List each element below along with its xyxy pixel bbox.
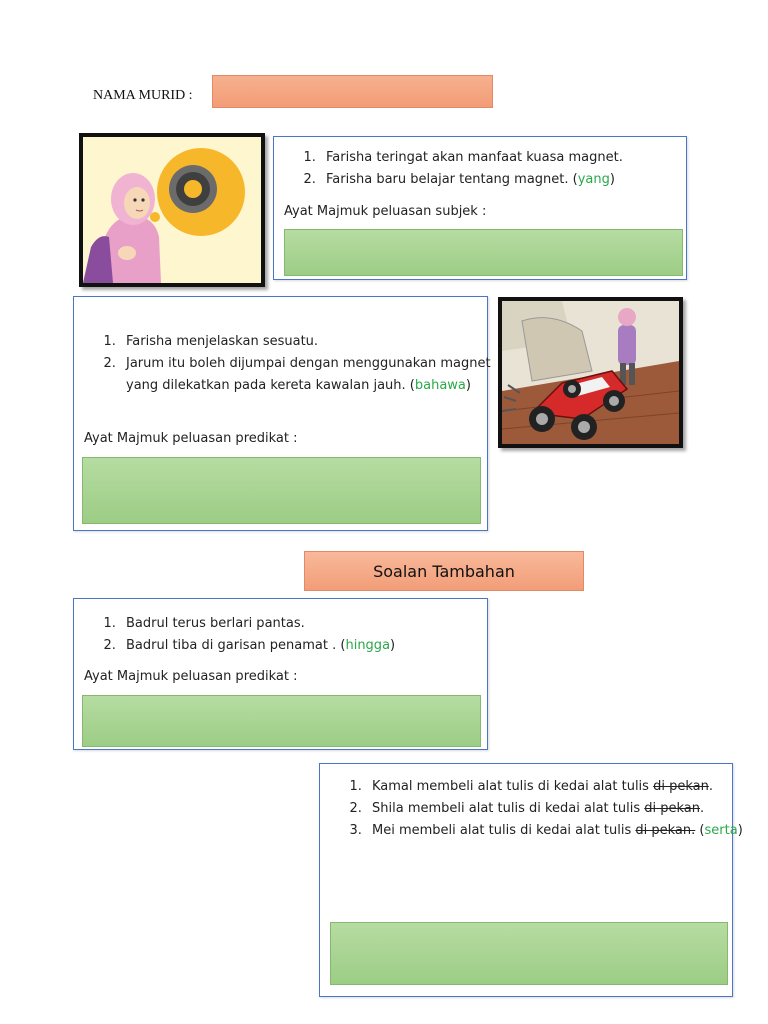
struck-text: di pekan (653, 779, 709, 794)
rc-car-illustration (502, 301, 679, 444)
question-4-box (319, 763, 743, 997)
question-4-answer-field[interactable] (330, 922, 728, 985)
question-1-instruction: Ayat Majmuk peluasan subjek : (284, 204, 487, 219)
question-4-item-2: 2. Shila membeli alat tulis di kedai alat tulis di pekan. (366, 798, 766, 820)
question-4-item-1: 1. Kamal membeli alat tulis di kedai alat tulis di pekan. (366, 776, 766, 798)
extra-questions-title: Soalan Tambahan (304, 551, 584, 591)
question-2-item-2: 2. Jarum itu boleh dijumpai dengan menggunakan magnet yang dilekatkan pada kereta kawalan jauh. (bahawa) (120, 353, 520, 397)
struck-text: di pekan (644, 801, 701, 816)
question-2-instruction: Ayat Majmuk peluasan predikat : (84, 431, 298, 446)
question-2-item-1: 1. Farisha menjelaskan sesuatu. (120, 331, 520, 353)
question-3-item-2: 2. Badrul tiba di garisan penamat . (hingga) (120, 635, 520, 657)
question-1-list (274, 147, 720, 191)
question-1-answer-field[interactable] (284, 229, 683, 276)
girl-thinking-illustration (83, 137, 261, 283)
student-name-input[interactable] (212, 75, 493, 108)
connector-hint-yang: yang (577, 172, 610, 187)
question-4-list (320, 776, 766, 842)
connector-hint-hingga: hingga (345, 638, 391, 653)
rc-car-picture (498, 297, 683, 448)
question-1-item-2: 2. Farisha baru belajar tentang magnet. (yang) (320, 169, 720, 191)
question-1-item-1: 1. Farisha teringat akan manfaat kuasa magnet. (320, 147, 720, 169)
question-3-answer-field[interactable] (82, 695, 481, 747)
girl-thinking-picture (79, 133, 265, 287)
question-3-item-1: 1. Badrul terus berlari pantas. (120, 613, 520, 635)
connector-hint-bahawa: bahawa (414, 378, 466, 393)
question-3-box (73, 598, 488, 750)
question-1-box (273, 136, 687, 280)
question-4-item-3: 3. Mei membeli alat tulis di kedai alat tulis di pekan. (serta) (366, 820, 766, 842)
student-name-label: NAMA MURID : (93, 88, 193, 103)
question-2-answer-field[interactable] (82, 457, 481, 524)
question-2-list (74, 331, 520, 397)
connector-hint-serta: serta (704, 823, 738, 838)
question-3-instruction: Ayat Majmuk peluasan predikat : (84, 669, 298, 684)
question-2-box (73, 296, 491, 531)
struck-text: di pekan. (635, 823, 696, 838)
question-3-list (74, 613, 520, 657)
